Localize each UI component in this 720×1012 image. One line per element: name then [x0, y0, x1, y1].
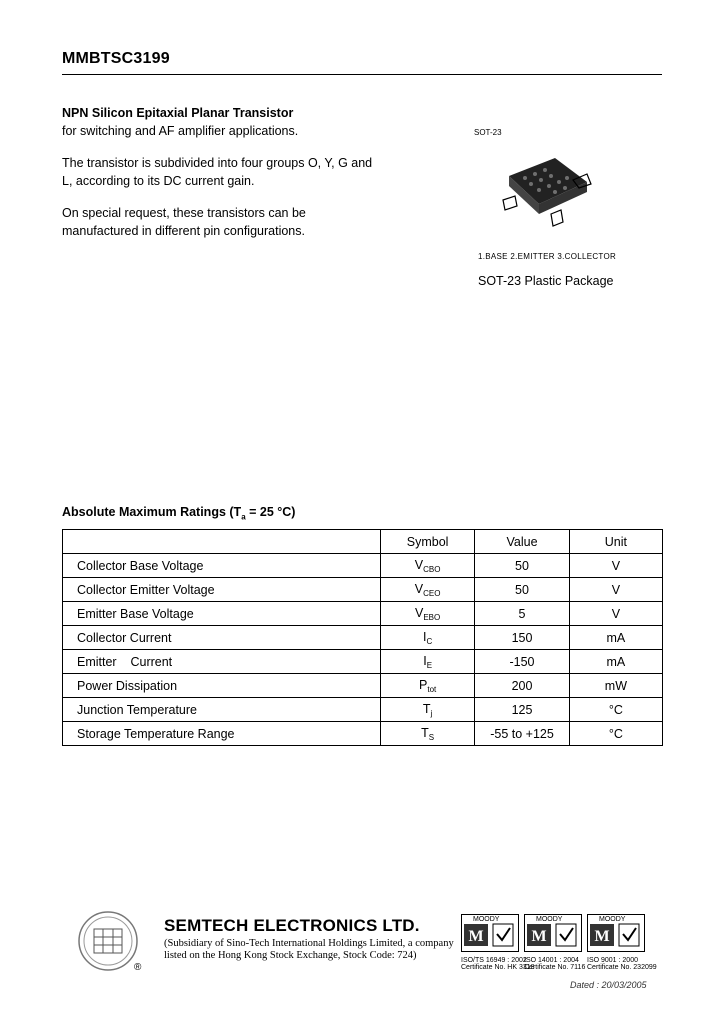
header-parameter	[63, 530, 381, 554]
groups-text: The transistor is subdivided into four groups O, Y, G and L, according to its DC current gain.	[62, 156, 373, 188]
application-text: for switching and AF amplifier applications.	[62, 124, 299, 138]
symbol-letter: V	[415, 605, 424, 620]
ratings-table	[62, 529, 663, 746]
symbol-cell	[381, 674, 475, 698]
param-cell: Storage Temperature Range	[63, 722, 381, 746]
symbol-letter: I	[423, 653, 427, 668]
page-title: MMBTSC3199	[62, 50, 170, 67]
symbol-cell	[381, 554, 475, 578]
symbol-letter: T	[422, 701, 431, 716]
symbol-cell	[381, 722, 475, 746]
symbol-subscript: CBO	[423, 564, 441, 574]
symbol-subscript: EBO	[423, 612, 441, 622]
value-cell: 150	[475, 626, 570, 650]
param-cell: Power Dissipation	[63, 674, 381, 698]
unit-cell: V	[569, 602, 662, 626]
svg-text:M: M	[468, 928, 484, 945]
unit-cell: mA	[569, 650, 662, 674]
symbol-cell	[381, 626, 475, 650]
certification-badge	[587, 914, 657, 971]
param-cell: Junction Temperature	[63, 698, 381, 722]
special-request-text: On special request, these transistors can be manufactured in different pin configurations.	[62, 206, 306, 238]
ratings-title: Absolute Maximum Ratings ($T_a = 25$ °C)	[62, 505, 296, 522]
cert-top-label: MOODY	[473, 916, 500, 923]
header-value: Value	[475, 530, 570, 554]
company-subsidiary-line1: (Subsidiary of Sino-Tech International Holdings Limited, a company	[164, 938, 454, 949]
symbol-letter: V	[414, 557, 424, 572]
param-cell: Emitter Current	[63, 650, 381, 674]
table-row	[63, 698, 663, 722]
cert-standard: ISO/TS 16949 : 2002	[461, 957, 527, 964]
dated-text: Dated : 20/03/2005	[570, 980, 647, 990]
value-cell: -150	[475, 650, 570, 674]
symbol-subscript: S	[428, 732, 435, 742]
symbol-subscript: C	[426, 636, 433, 646]
svg-text:M: M	[531, 928, 547, 945]
registered-mark: ®	[134, 962, 142, 973]
cert-top-label: MOODY	[599, 916, 626, 923]
value-cell: 50	[475, 578, 570, 602]
unit-cell: V	[569, 578, 662, 602]
unit-cell: mW	[569, 674, 662, 698]
value-cell: 50	[475, 554, 570, 578]
param-cell: Collector Emitter Voltage	[63, 578, 381, 602]
value-cell: 125	[475, 698, 570, 722]
svg-text:M: M	[594, 928, 610, 945]
company-name: SEMTECH ELECTRONICS LTD.	[164, 916, 420, 935]
semtech-logo	[76, 909, 140, 973]
param-cell: Collector Base Voltage	[63, 554, 381, 578]
cert-top-label: MOODY	[536, 916, 563, 923]
symbol-cell	[381, 698, 475, 722]
package-caption: SOT-23 Plastic Package	[478, 274, 614, 288]
header-symbol: Symbol	[381, 530, 475, 554]
table-row	[63, 722, 663, 746]
symbol-subscript: j	[430, 708, 433, 718]
symbol-subscript: E	[426, 660, 433, 670]
param-cell: Emitter Base Voltage	[63, 602, 381, 626]
unit-cell: V	[569, 554, 662, 578]
cert-number: Certificate No. HK 3318	[461, 964, 535, 971]
table-row	[63, 674, 663, 698]
value-cell: -55 to +125	[475, 722, 570, 746]
certification-badge	[524, 914, 585, 971]
symbol-letter: I	[423, 629, 427, 644]
package-label: SOT-23	[474, 128, 502, 137]
symbol-letter: T	[421, 725, 429, 740]
table-row	[63, 602, 663, 626]
unit-cell: °C	[569, 698, 662, 722]
pin-configuration: 1.BASE 2.EMITTER 3.COLLECTOR	[478, 252, 617, 261]
symbol-letter: P	[419, 677, 428, 692]
cert-number: Certificate No. 7116	[524, 964, 586, 971]
table-row	[63, 626, 663, 650]
cert-standard: ISO 9001 : 2000	[587, 957, 638, 964]
symbol-cell	[381, 602, 475, 626]
sot23-package-image	[495, 148, 595, 238]
value-cell: 200	[475, 674, 570, 698]
cert-standard: ISO 14001 : 2004	[524, 957, 579, 964]
company-subsidiary-line2: listed on the Hong Kong Stock Exchange, Stock Code: 724)	[164, 950, 417, 961]
symbol-letter: V	[414, 581, 424, 596]
table-row	[63, 554, 663, 578]
product-subtitle: NPN Silicon Epitaxial Planar Transistor	[62, 106, 294, 120]
table-header-row	[63, 530, 663, 554]
symbol-subscript: CEO	[423, 588, 441, 598]
symbol-cell	[381, 578, 475, 602]
cert-number: Certificate No. 232099	[587, 964, 657, 971]
table-row	[63, 578, 663, 602]
header-unit: Unit	[569, 530, 662, 554]
symbol-subscript: tot	[427, 684, 437, 694]
unit-cell: mA	[569, 626, 662, 650]
unit-cell: °C	[569, 722, 662, 746]
value-cell: 5	[475, 602, 570, 626]
title-rule	[62, 74, 662, 75]
table-row	[63, 650, 663, 674]
param-cell: Collector Current	[63, 626, 381, 650]
symbol-cell	[381, 650, 475, 674]
